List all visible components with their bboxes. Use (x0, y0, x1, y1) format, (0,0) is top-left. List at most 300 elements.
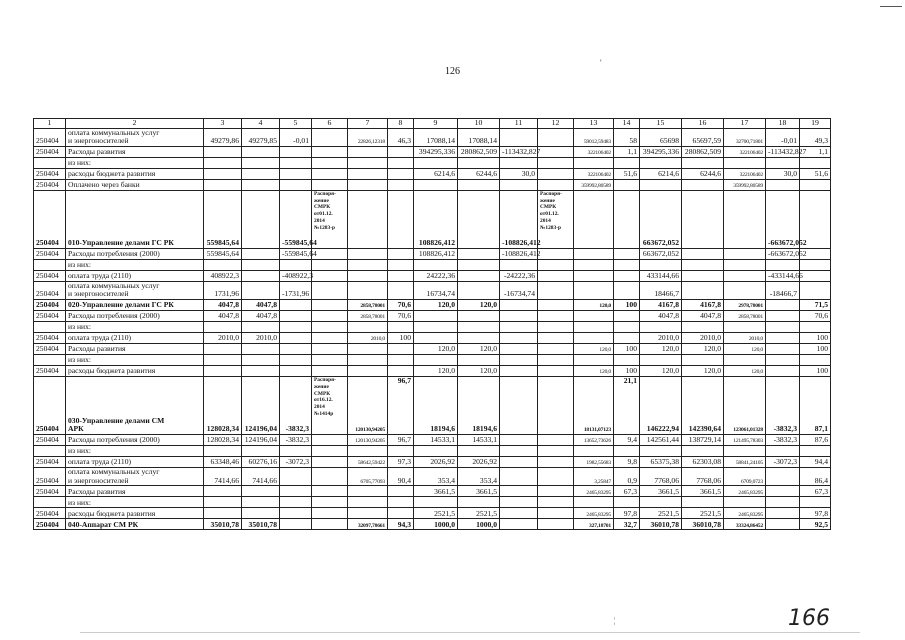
value-cell-8: 94,3 (388, 519, 414, 530)
value-cell-5 (280, 168, 312, 179)
value-cell-14: 100 (614, 299, 640, 310)
value-cell-8 (388, 168, 414, 179)
value-cell-5: -559845,64 (280, 248, 312, 259)
budget-code-cell: 250404 (34, 146, 66, 157)
note-cell (538, 486, 574, 497)
column-number-13: 13 (574, 119, 614, 129)
value-cell-16: 4047,8 (682, 310, 724, 321)
budget-code-cell: 250404 (34, 508, 66, 519)
value-cell-9 (414, 354, 458, 365)
note-cell: Распоря- жение СМРК от01.12. 2014 №1283-р (538, 190, 574, 248)
value-cell-7 (348, 270, 388, 281)
value-cell-18 (766, 179, 800, 190)
value-cell-11 (500, 467, 538, 485)
value-cell-5: -1731,96 (280, 281, 312, 299)
value-cell-8 (388, 354, 414, 365)
value-cell-18: 30,0 (766, 168, 800, 179)
value-cell-17: 322106402 (724, 146, 766, 157)
value-cell-4: 2010,0 (242, 332, 280, 343)
value-cell-7 (348, 508, 388, 519)
value-cell-9: 24222,36 (414, 270, 458, 281)
value-cell-8 (388, 146, 414, 157)
item-name-cell: 030-Управление делами СМ АРК (66, 376, 204, 434)
table-row (34, 168, 831, 179)
value-cell-17: 6709,0723 (724, 467, 766, 485)
value-cell-16: 138729,14 (682, 434, 724, 445)
value-cell-10: 18194,6 (458, 376, 500, 434)
value-cell-18 (766, 332, 800, 343)
note-cell (538, 456, 574, 467)
item-name-cell: 020-Управление делами ГС РК (66, 299, 204, 310)
value-cell-16: 2521,5 (682, 508, 724, 519)
table-row (34, 343, 831, 354)
page-number: 126 (445, 66, 460, 77)
value-cell-16: 6244,6 (682, 168, 724, 179)
value-cell-3 (204, 179, 242, 190)
value-cell-5 (280, 486, 312, 497)
value-cell-10 (458, 270, 500, 281)
value-cell-11 (500, 179, 538, 190)
value-cell-4 (242, 365, 280, 376)
column-number-8: 8 (388, 119, 414, 129)
value-cell-16: 4167,8 (682, 299, 724, 310)
value-cell-16: 120,0 (682, 365, 724, 376)
value-cell-17: 2978,78001 (724, 299, 766, 310)
budget-code-cell: 250404 (34, 365, 66, 376)
value-cell-17 (724, 157, 766, 168)
note-cell (312, 179, 348, 190)
note-cell (538, 146, 574, 157)
note-cell (538, 354, 574, 365)
note-cell (312, 365, 348, 376)
value-cell-4 (242, 259, 280, 270)
note-cell: Распоря- жение СМРК от01.12. 2014 №1283-р (312, 190, 348, 248)
value-cell-11: -108826,412 (500, 190, 538, 248)
item-name-cell: Расходы потребления (2000) (66, 248, 204, 259)
value-cell-3 (204, 157, 242, 168)
value-cell-15: 3661,5 (640, 486, 682, 497)
value-cell-19 (800, 321, 831, 332)
value-cell-13: 59012,59483 (574, 128, 614, 146)
value-cell-17: 359992,80589 (724, 179, 766, 190)
value-cell-9: 2026,92 (414, 456, 458, 467)
note-cell (538, 310, 574, 321)
value-cell-9 (414, 259, 458, 270)
value-cell-13: 322106402 (574, 146, 614, 157)
value-cell-17 (724, 248, 766, 259)
value-cell-13: 18131,07123 (574, 376, 614, 434)
note-cell (538, 259, 574, 270)
note-cell (312, 354, 348, 365)
value-cell-11: -16734,74 (500, 281, 538, 299)
value-cell-11 (500, 456, 538, 467)
value-cell-9 (414, 157, 458, 168)
value-cell-15: 663672,052 (640, 248, 682, 259)
value-cell-19: 100 (800, 365, 831, 376)
value-cell-14 (614, 281, 640, 299)
table-row (34, 310, 831, 321)
note-cell (312, 434, 348, 445)
value-cell-11 (500, 354, 538, 365)
value-cell-11 (500, 332, 538, 343)
note-cell (538, 343, 574, 354)
value-cell-14: 100 (614, 343, 640, 354)
value-cell-19: 92,5 (800, 519, 831, 530)
value-cell-10: 17088,14 (458, 128, 500, 146)
column-number-7: 7 (348, 119, 388, 129)
value-cell-14 (614, 179, 640, 190)
value-cell-15 (640, 445, 682, 456)
value-cell-4 (242, 486, 280, 497)
budget-code-cell: 250404 (34, 332, 66, 343)
value-cell-7 (348, 354, 388, 365)
value-cell-5 (280, 467, 312, 485)
note-cell (312, 281, 348, 299)
note-cell (538, 128, 574, 146)
value-cell-11 (500, 376, 538, 434)
value-cell-10 (458, 310, 500, 321)
value-cell-11 (500, 434, 538, 445)
column-number-2: 2 (66, 119, 204, 129)
value-cell-17: 322106402 (724, 168, 766, 179)
value-cell-17: 58841,24105 (724, 456, 766, 467)
table-row (34, 179, 831, 190)
table-row (34, 445, 831, 456)
value-cell-11 (500, 343, 538, 354)
item-name-cell: из них: (66, 497, 204, 508)
value-cell-17 (724, 445, 766, 456)
column-number-1: 1 (34, 119, 66, 129)
value-cell-5: -3072,3 (280, 456, 312, 467)
value-cell-9: 6214,6 (414, 168, 458, 179)
value-cell-15 (640, 157, 682, 168)
value-cell-15: 2521,5 (640, 508, 682, 519)
value-cell-19 (800, 354, 831, 365)
value-cell-18: -3832,3 (766, 434, 800, 445)
value-cell-9: 18194,6 (414, 376, 458, 434)
item-name-cell: из них: (66, 445, 204, 456)
value-cell-4: 35010,78 (242, 519, 280, 530)
value-cell-15 (640, 259, 682, 270)
value-cell-15: 7768,06 (640, 467, 682, 485)
column-number-3: 3 (204, 119, 242, 129)
budget-code-cell (34, 497, 66, 508)
note-cell (538, 157, 574, 168)
value-cell-4: 7414,66 (242, 467, 280, 485)
item-name-cell: оплата труда (2110) (66, 332, 204, 343)
value-cell-5: -0,01 (280, 128, 312, 146)
value-cell-4 (242, 168, 280, 179)
value-cell-3 (204, 497, 242, 508)
value-cell-4 (242, 270, 280, 281)
budget-code-cell: 250404 (34, 467, 66, 485)
value-cell-13: 359992,80589 (574, 179, 614, 190)
budget-code-cell (34, 157, 66, 168)
value-cell-8 (388, 497, 414, 508)
corner-mark (880, 6, 902, 7)
value-cell-11 (500, 310, 538, 321)
column-number-14: 14 (614, 119, 640, 129)
value-cell-9: 14533,1 (414, 434, 458, 445)
value-cell-10: 6244,6 (458, 168, 500, 179)
table-row (34, 497, 831, 508)
table-row (34, 190, 831, 248)
value-cell-14 (614, 310, 640, 321)
note-cell (312, 486, 348, 497)
value-cell-19: 70,6 (800, 310, 831, 321)
value-cell-19: 86,4 (800, 467, 831, 485)
note-cell (538, 365, 574, 376)
value-cell-5 (280, 332, 312, 343)
value-cell-3: 128028,34 (204, 376, 242, 434)
item-name-cell: расходы бюджета развития (66, 365, 204, 376)
note-cell (312, 157, 348, 168)
value-cell-18 (766, 497, 800, 508)
value-cell-14 (614, 321, 640, 332)
value-cell-15: 146222,94 (640, 376, 682, 434)
value-cell-13 (574, 497, 614, 508)
value-cell-14 (614, 445, 640, 456)
value-cell-3: 128028,34 (204, 434, 242, 445)
note-cell (538, 248, 574, 259)
value-cell-13 (574, 157, 614, 168)
value-cell-11: -113432,827 (500, 146, 538, 157)
value-cell-19 (800, 270, 831, 281)
value-cell-14: 1,1 (614, 146, 640, 157)
value-cell-9: 108826,412 (414, 190, 458, 248)
value-cell-14: 100 (614, 365, 640, 376)
value-cell-15 (640, 497, 682, 508)
value-cell-8 (388, 508, 414, 519)
budget-code-cell: 250404 (34, 486, 66, 497)
value-cell-10: 120,0 (458, 343, 500, 354)
value-cell-13: 13652,73626 (574, 434, 614, 445)
value-cell-18 (766, 467, 800, 485)
value-cell-5 (280, 519, 312, 530)
value-cell-11: -108826,412 (500, 248, 538, 259)
value-cell-8 (388, 281, 414, 299)
value-cell-5 (280, 343, 312, 354)
value-cell-15: 394295,336 (640, 146, 682, 157)
value-cell-7 (348, 497, 388, 508)
value-cell-9 (414, 332, 458, 343)
value-cell-13: 120,0 (574, 299, 614, 310)
value-cell-18: -3072,3 (766, 456, 800, 467)
note-cell (312, 146, 348, 157)
value-cell-17: 2010,0 (724, 332, 766, 343)
value-cell-15: 18466,7 (640, 281, 682, 299)
value-cell-19: 71,5 (800, 299, 831, 310)
value-cell-10: 2521,5 (458, 508, 500, 519)
value-cell-13: 1982,55683 (574, 456, 614, 467)
table-row (34, 365, 831, 376)
value-cell-4 (242, 445, 280, 456)
value-cell-18: -663672,052 (766, 248, 800, 259)
value-cell-16 (682, 190, 724, 248)
table-row (34, 456, 831, 467)
value-cell-14 (614, 190, 640, 248)
value-cell-18 (766, 486, 800, 497)
value-cell-7: 2010,0 (348, 332, 388, 343)
item-name-cell: оплата труда (2110) (66, 456, 204, 467)
value-cell-13 (574, 445, 614, 456)
value-cell-8: 90,4 (388, 467, 414, 485)
value-cell-3: 1731,96 (204, 281, 242, 299)
value-cell-15: 4047,8 (640, 310, 682, 321)
value-cell-16: 120,0 (682, 343, 724, 354)
value-cell-11 (500, 486, 538, 497)
note-cell (312, 343, 348, 354)
value-cell-15: 120,0 (640, 343, 682, 354)
budget-code-cell: 250404 (34, 456, 66, 467)
value-cell-15: 2010,0 (640, 332, 682, 343)
value-cell-19 (800, 157, 831, 168)
value-cell-17 (724, 259, 766, 270)
item-name-cell: оплата коммунальных услуг и энергоносителей (66, 467, 204, 485)
budget-code-cell: 250404 (34, 248, 66, 259)
value-cell-7 (348, 486, 388, 497)
value-cell-7 (348, 248, 388, 259)
value-cell-3 (204, 486, 242, 497)
value-cell-10 (458, 321, 500, 332)
value-cell-7: 22826,12318 (348, 128, 388, 146)
value-cell-7 (348, 321, 388, 332)
column-number-6: 6 (312, 119, 348, 129)
value-cell-13: 2465,83295 (574, 486, 614, 497)
value-cell-17: 120,0 (724, 343, 766, 354)
value-cell-3 (204, 168, 242, 179)
note-cell (312, 259, 348, 270)
value-cell-5: -408922,3 (280, 270, 312, 281)
value-cell-8 (388, 190, 414, 248)
value-cell-7 (348, 157, 388, 168)
value-cell-3: 35010,78 (204, 519, 242, 530)
note-cell (538, 467, 574, 485)
value-cell-19 (800, 259, 831, 270)
value-cell-18: -663672,052 (766, 190, 800, 248)
table-row (34, 259, 831, 270)
value-cell-8 (388, 157, 414, 168)
column-number-11: 11 (500, 119, 538, 129)
table-row (34, 270, 831, 281)
value-cell-7 (348, 190, 388, 248)
budget-code-cell: 250404 (34, 376, 66, 434)
value-cell-5 (280, 179, 312, 190)
value-cell-13 (574, 321, 614, 332)
note-cell (312, 508, 348, 519)
value-cell-16 (682, 259, 724, 270)
value-cell-15: 120,0 (640, 365, 682, 376)
value-cell-14: 9,4 (614, 434, 640, 445)
column-number-4: 4 (242, 119, 280, 129)
value-cell-13 (574, 281, 614, 299)
value-cell-14: 67,3 (614, 486, 640, 497)
note-cell (538, 434, 574, 445)
value-cell-3: 7414,66 (204, 467, 242, 485)
budget-code-cell: 250404 (34, 299, 66, 310)
value-cell-7 (348, 168, 388, 179)
note-cell (312, 332, 348, 343)
budget-code-cell: 250404 (34, 310, 66, 321)
value-cell-10 (458, 497, 500, 508)
value-cell-3 (204, 321, 242, 332)
value-cell-11 (500, 519, 538, 530)
value-cell-17 (724, 281, 766, 299)
value-cell-10: 2026,92 (458, 456, 500, 467)
value-cell-7: 2858,78001 (348, 310, 388, 321)
value-cell-7 (348, 365, 388, 376)
column-number-17: 17 (724, 119, 766, 129)
value-cell-14 (614, 332, 640, 343)
tick-mark: ' (600, 58, 602, 68)
value-cell-9 (414, 321, 458, 332)
value-cell-8: 70,6 (388, 299, 414, 310)
value-cell-3: 49279,86 (204, 128, 242, 146)
value-cell-16: 3661,5 (682, 486, 724, 497)
table-row (34, 248, 831, 259)
value-cell-9: 3661,5 (414, 486, 458, 497)
value-cell-15 (640, 179, 682, 190)
value-cell-8: 46,3 (388, 128, 414, 146)
value-cell-4: 124196,04 (242, 434, 280, 445)
budget-code-cell: 250404 (34, 281, 66, 299)
value-cell-18 (766, 299, 800, 310)
value-cell-19: 49,3 (800, 128, 831, 146)
value-cell-11 (500, 259, 538, 270)
table-row (34, 146, 831, 157)
budget-code-cell: 250404 (34, 190, 66, 248)
value-cell-10 (458, 332, 500, 343)
value-cell-16 (682, 497, 724, 508)
value-cell-19: 94,4 (800, 456, 831, 467)
value-cell-10 (458, 354, 500, 365)
value-cell-13: 3,25847 (574, 467, 614, 485)
value-cell-14: 97,8 (614, 508, 640, 519)
value-cell-8 (388, 343, 414, 354)
value-cell-3 (204, 508, 242, 519)
value-cell-9: 394295,336 (414, 146, 458, 157)
value-cell-11 (500, 445, 538, 456)
value-cell-11 (500, 497, 538, 508)
item-name-cell: Расходы потребления (2000) (66, 434, 204, 445)
table-row (34, 376, 831, 434)
value-cell-15: 65375,38 (640, 456, 682, 467)
value-cell-11 (500, 299, 538, 310)
value-cell-10 (458, 190, 500, 248)
value-cell-16 (682, 248, 724, 259)
table-row (34, 486, 831, 497)
item-name-cell: из них: (66, 354, 204, 365)
value-cell-9: 120,0 (414, 299, 458, 310)
budget-code-cell: 250404 (34, 128, 66, 146)
value-cell-9: 16734,74 (414, 281, 458, 299)
value-cell-8 (388, 270, 414, 281)
value-cell-16: 65697,59 (682, 128, 724, 146)
value-cell-4: 124196,04 (242, 376, 280, 434)
note-cell (538, 376, 574, 434)
value-cell-15: 65698 (640, 128, 682, 146)
column-number-16: 16 (682, 119, 724, 129)
value-cell-18 (766, 157, 800, 168)
value-cell-7 (348, 343, 388, 354)
value-cell-8: 96,7 (388, 434, 414, 445)
table-row (34, 508, 831, 519)
budget-code-cell: 250404 (34, 343, 66, 354)
note-cell (538, 281, 574, 299)
value-cell-11 (500, 157, 538, 168)
value-cell-18 (766, 445, 800, 456)
value-cell-3 (204, 343, 242, 354)
